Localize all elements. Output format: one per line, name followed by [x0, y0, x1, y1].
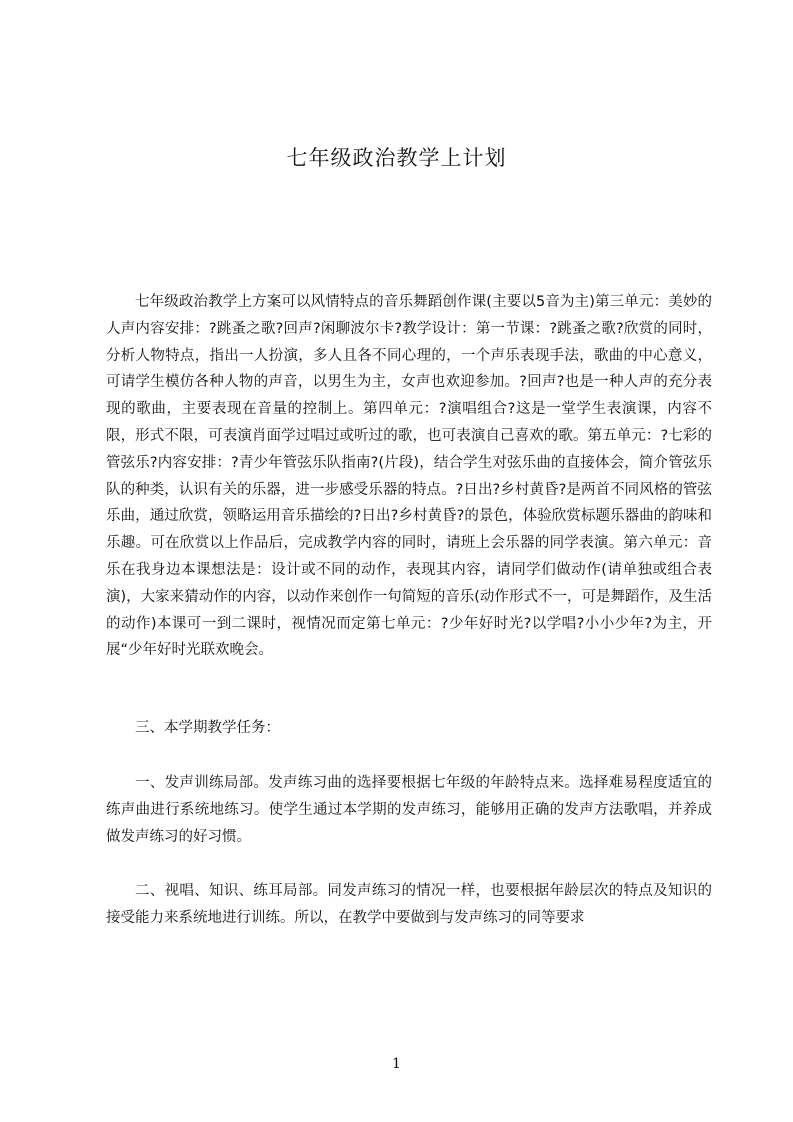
paragraph-intro: 七年级政治教学上方案可以风情特点的音乐舞蹈创作课(主要以5音为主)第三单元：美妙的人声内容安排：?跳蚤之歌?回声?闲聊波尔卡?教学设计：第一节课：?跳蚤之歌?欣赏的同时，分析人物特点，指出一人扮演，多人且各不同心理的，一个声乐表现手法，歌曲的中心意义，可请学生模仿各种人物的声音，以男生为主，女声也欢迎参加。?回声?也是一种人声的充分表现的歌曲，主要表现在音量的控制上。第四单元：?演唱组合?这是一堂学生表演课，内容不限，形式不限，可表演肖面学过唱过或听过的歌，也可表演自己喜欢的歌。第五单元：?七彩的管弦乐?内容安排：?青少年管弦乐队指南?(片段)，结合学生对弦乐曲的直接体会，简介管弦乐队的种类，认识有关的乐器，进一步感受乐器的特点。?日出?乡村黄昏?是两首不同风格的管弦乐曲，通过欣赏，领略运用音乐描绘的?日出?乡村黄昏?的景色，体验欣赏标题乐器曲的韵味和乐趣。可在欣赏以上作品后，完成教学内容的同时，请班上会乐器的同学表演。第六单元：音乐在我身边本课想法是：设计或不同的动作，表现其内容，请同学们做动作(请单独或组合表演)，大家来猜动作的内容，以动作来创作一句简短的音乐(动作形式不一，可是舞蹈作，及生活的动作)本课可一到二课时，视情况而定第七单元：?少年好时光?以学唱?小小少年?为主，开展“少年好时光联欢晚会。 [106, 294, 712, 659]
page-number: 1 [392, 1056, 401, 1072]
paragraph-section-heading: 三、本学期教学任务： [135, 720, 280, 736]
paragraph-vocal-training: 一、发声训练局部。发声练习曲的选择要根据七年级的年龄特点来。选择难易程度适宜的练声曲进行系统地练习。使学生通过本学期的发声练习，能够用正确的发声方法歌唱，并养成做发声练习的好习惯。 [106, 775, 712, 845]
paragraph-sight-singing: 二、视唱、知识、练耳局部。同发声练习的情况一样，也要根据年龄层次的特点及知识的接受能力来系统地进行训练。所以，在教学中要做到与发声练习的同等要求 [106, 883, 712, 926]
document-title: 七年级政治教学上计划 [286, 146, 507, 170]
